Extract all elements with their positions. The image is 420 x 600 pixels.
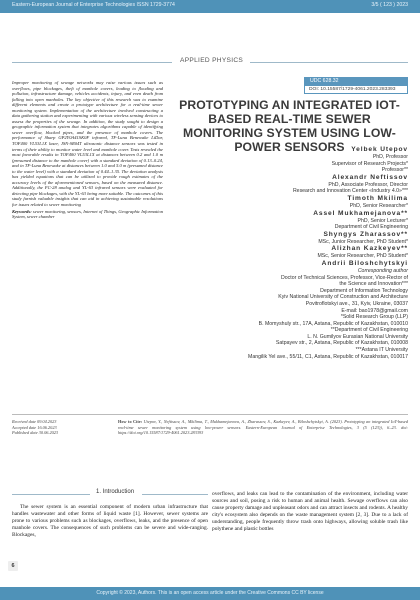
journal-header-bar	[0, 0, 420, 13]
author-name: Andrii Biloshchytskyi	[321, 259, 408, 267]
license-footer-bar	[0, 587, 420, 600]
affiliation-line: Department of Civil Engineering	[334, 224, 408, 231]
author-affiliations	[171, 146, 408, 360]
received-date: Received date 09.04.2023	[12, 419, 57, 424]
article-dates	[12, 419, 107, 436]
keywords-label: Keywords:	[12, 208, 32, 214]
citation-label: How to Cite:	[118, 419, 143, 424]
author-name: Assel Mukhamejanova**	[313, 209, 408, 217]
author-name: Shyngys Zharassov**	[323, 230, 408, 238]
intro-column-right: overflows, and leaks can lead to the contamination of the environment, including water sources and soil, posing a risk to human and animal health. Sewage overflows can also cause property damage and unpleasant odors and can attract insects and rodents. A healthy city's ecosystem also depends on the waste management system [2, 3]. Due to a lack of understanding, people frequently throw trash onto highways, allowing soluble trash like polythene and plastic bottles	[212, 491, 408, 532]
affiliation-line: Research and Innovation Center «Industry 4.0»***	[292, 188, 408, 195]
udc-badge: UDC 628.32	[304, 77, 408, 85]
accepted-date: Accepted date 16.06.2023	[12, 424, 57, 430]
page-number: 6	[8, 561, 18, 571]
section-heading	[0, 57, 420, 69]
journal-name: Eastern-European Journal of Enterprise Technologies ISSN 1729-3774	[12, 2, 175, 8]
affiliation-line: Professor**	[381, 167, 408, 174]
published-date: Published date 30.06.2023	[12, 430, 59, 436]
affiliation-line: Corresponding author	[357, 267, 408, 274]
affiliation-line: ***Astana IT University	[355, 347, 408, 354]
affiliation-line: the Science and Innovation***	[339, 281, 408, 288]
section-rule-left	[12, 62, 172, 63]
author-name: Yelbek Utepov	[351, 146, 408, 153]
affiliation-line: PhD, Senior Lecturer*	[357, 217, 408, 224]
affiliation-line: Povitroflotskyi ave., 31, Kyiv, Ukraine, 03037	[305, 300, 408, 307]
affiliation-line: PhD, Professor	[372, 154, 408, 160]
affiliation-line: B. Momyshuly str., 17A, Astana, Republic of Kazakhstan, 010010	[258, 320, 408, 327]
issue-number: 3/5 ( 123 ) 2023	[371, 2, 408, 8]
affiliation-line: Kyiv National University of Construction and Architecture	[278, 294, 408, 301]
affiliation-line: Satpayev str., 2, Astana, Republic of Kazakhstan, 010008	[275, 340, 408, 347]
affiliation-line: **Department of Civil Engineering	[330, 327, 408, 334]
affiliation-line: PhD, Associate Professor, Director	[328, 181, 408, 188]
affiliation-line[interactable]: E-mail: bao1978@gmail.com	[341, 307, 408, 314]
abstract-text: Improper monitoring of sewage networks may raise various issues such as overflows, pipe blockages, theft of manhole covers, leading to flooding and pollution, infrastructure damage, vehicles accidents, injury, and even death from falling into open manholes. The key objective of this research was to examine different elements and create a prototype architecture for a real-time sewer monitoring system. Implementation of the architecture involved constructing a data gathering station and experimenting with various wireless sensing devices to assess the properties of the sewage. In addition, the study sought to design a geographic information system that integrates algorithms capable of identifying sewer overflow, blocked pipes, and the presence of manhole covers. The performance of Sharp GP2Y0A41SK0F infrared, TF-Luna Benewake LiDar, TOF400 VL53L1X laser, JSN-SR04T ultrasonic distance sensors was tested in terms of their ability to monitor water level and manhole cover. Tests revealed the most favorable results in TOF400 VL53L1X at distances between 0.2 and 1.0 m (presumed distance to the manhole cover) with a standard deviation of 0.13–0.24, and in TF-Luna Benewake at distances between 1.0 and 5.0 m (presumed distance to the water level) with a standard deviation of 0.44–1.35. The deviation analysis has yielded equations that can be utilized to provide rough estimates of the accuracy levels of the aforementioned sensors, based on the measured distance. Additionally, the FC-28 analog and YL-63 infrared sensors were evaluated for detecting pipe blockages, with the YL-63 being more suitable. The outcomes of this study furnish valuable insights that can aid in achieving sustainable resolutions for issues related to sewer monitoring	[12, 80, 163, 208]
footer-divider	[12, 414, 408, 415]
affiliation-line: *Solid Research Group (LLP)	[340, 314, 408, 321]
affiliation-line: MSc, Junior Researcher, PhD Student*	[318, 238, 408, 245]
affiliation-line: Mangilik Yel ave., 55/11, C1, Astana, Republic of Kazakhstan, 010017	[248, 353, 408, 360]
intro-rule-right	[142, 494, 208, 495]
introduction-heading	[12, 489, 208, 499]
citation-block	[118, 419, 408, 436]
affiliation-line: L. N. Gumilyov Eurasian National University	[307, 333, 408, 340]
affiliation-line: Doctor of Technical Sciences, Professor, Vice-Rector of	[281, 274, 408, 281]
license-text: Copyright © 2023, Authors. This is an open access article under the Creative Commons CC BY license	[96, 590, 324, 596]
introduction-title: 1. Introduction	[96, 489, 135, 495]
affiliation-line: MSc, Senior Researcher, PhD Student*	[317, 253, 408, 260]
section-rule-right	[250, 62, 408, 63]
section-label: APPLIED PHYSICS	[180, 57, 244, 64]
affiliation-line: PhD, Senior Researcher*	[349, 202, 408, 209]
intro-column-left: The sewer system is an essential component of modern urban infrastructure that handles wastewater and other forms of liquid waste [1]. However, sewer systems are prone to various problems such as blockages, overflows, leaks, and the presence of open manhole covers. The consequences of such problems can be severe and wide-ranging. Blockages,	[12, 504, 208, 538]
author-name: Alizhan Kazkeyev**	[331, 245, 408, 253]
paper-title: PROTOTYPING AN INTEGRATED IOT-BASED REAL-TIME SEWER MONITORING SYSTEM USING LOW-POWER SENSORS	[179, 98, 400, 154]
keywords-text: sewer monitoring, sensors, Internet of Things, Geographic Information System, sewer chamber	[12, 208, 163, 220]
keywords-line	[12, 209, 163, 220]
citation-text: Utepov, Y., Neftissov, A., Mkilima, T., Mukhamejanova, A., Zharassov, S., Kazkeyev, A., Biloshchytskyi, A. (2023). Prototyping an integrated IoT-based real-time sewer monitoring system using low-power sensors. Eastern-European Journal of Enterprise Technologies, 3 (5 (123)), 6–23. doi: https://doi.org/10.15587/1729-4061.2023.283393	[118, 419, 408, 436]
intro-rule-left	[12, 494, 90, 495]
author-name: Alexandr Neftissov	[332, 173, 408, 181]
abstract-block	[12, 80, 163, 402]
affiliation-line: Supervisor of Research Projects*	[331, 160, 408, 167]
affiliation-line: Department of Information Technology	[320, 287, 408, 294]
author-name: Timoth Mkilima	[347, 194, 408, 202]
doi-link[interactable]: DOI: 10.15587/1729-4061.2023.283393	[304, 85, 408, 94]
